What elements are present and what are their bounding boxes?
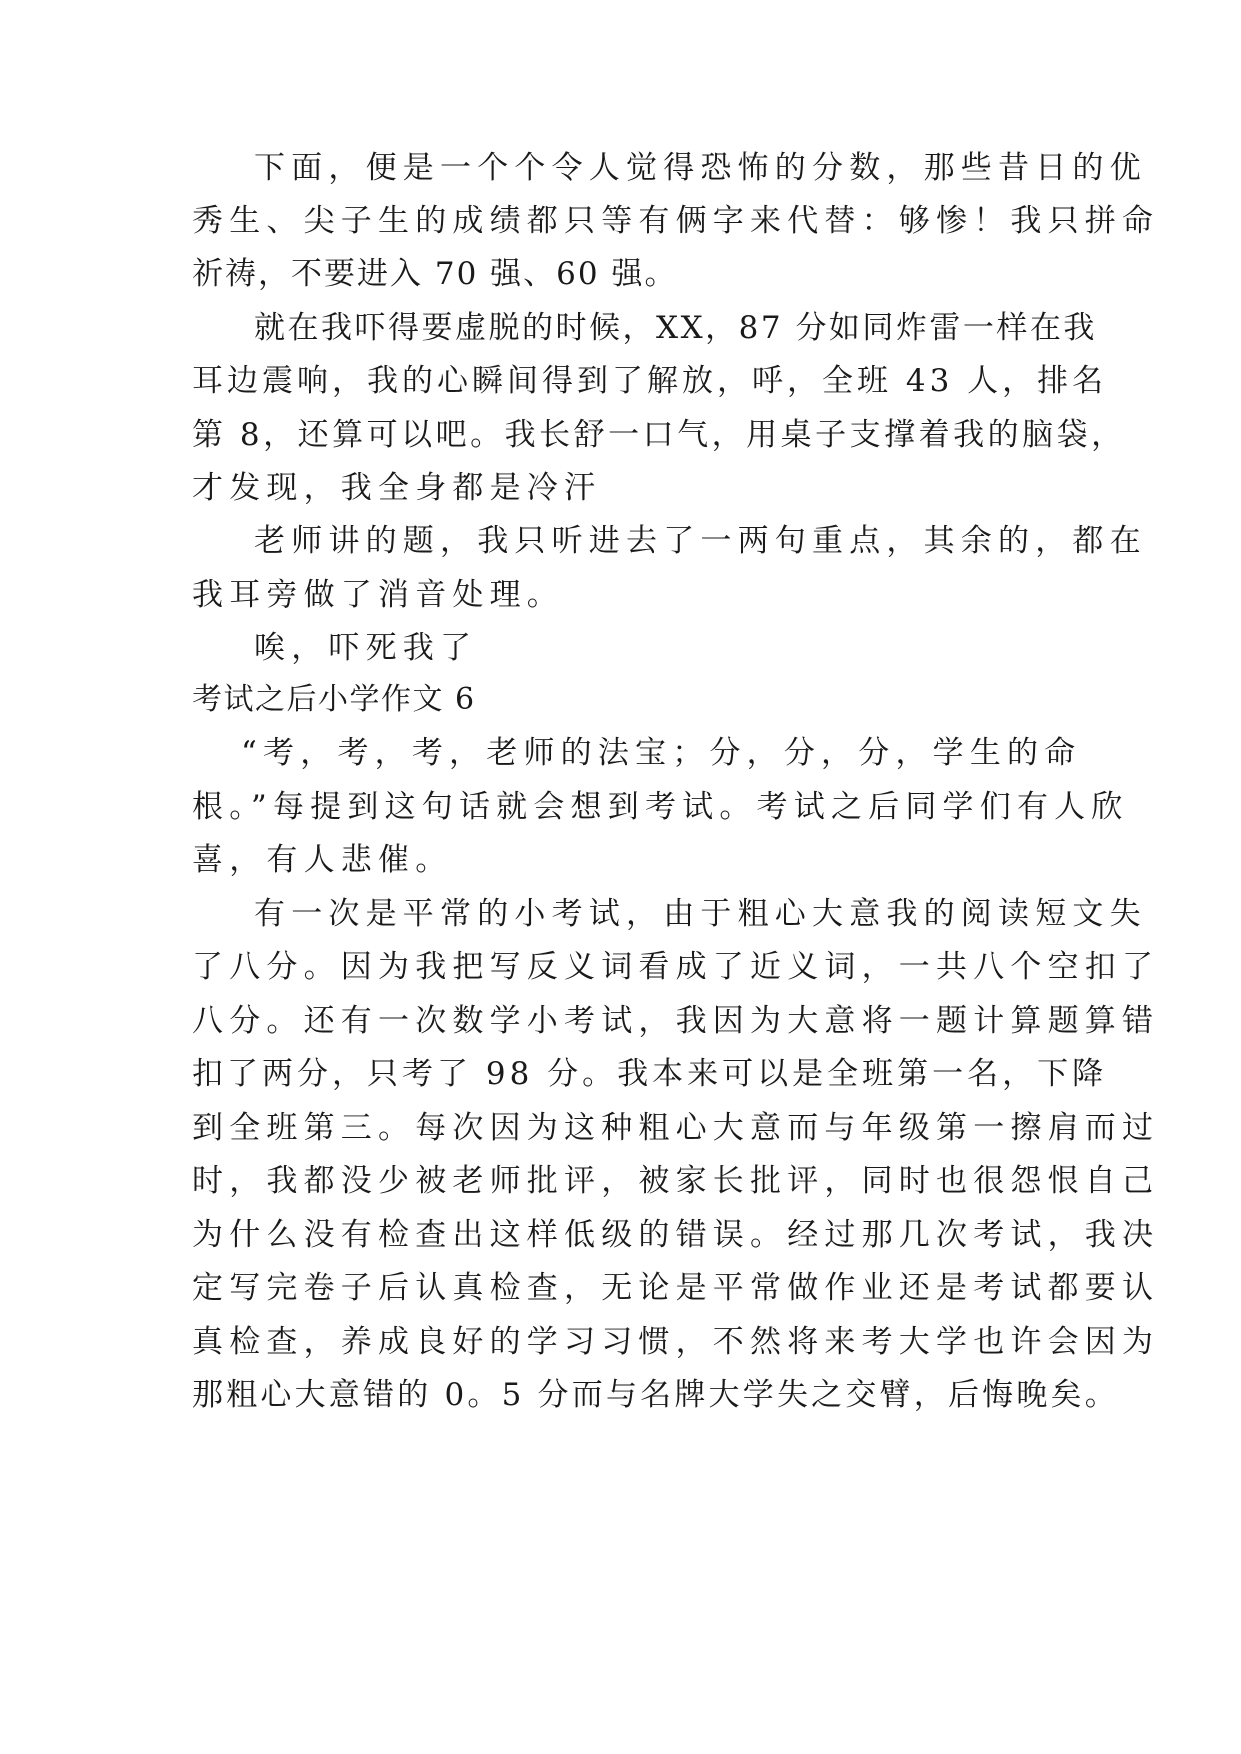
paragraph-line: 那粗心大意错的 0。5 分而与名牌大学失之交臂，后悔晚矣。: [192, 1377, 1119, 1413]
paragraph-line: 为什么没有检查出这样低级的错误。经过那几次考试，我决: [192, 1217, 1160, 1253]
paragraph-line: 扣了两分，只考了 98 分。我本来可以是全班第一名，下降: [192, 1056, 1108, 1092]
paragraph-line: 才发现，我全身都是冷汗: [192, 470, 602, 506]
paragraph-line: 下面，便是一个个令人觉得恐怖的分数，那些昔日的优: [254, 150, 1147, 186]
paragraph-line: 第 8，还算可以吧。我长舒一口气，用桌子支撑着我的脑袋，: [192, 417, 1126, 453]
paragraph-line: 喜，有人悲催。: [192, 842, 453, 878]
paragraph-line: 了八分。因为我把写反义词看成了近义词，一共八个空扣了: [192, 949, 1160, 985]
paragraph-line: 秀生、尖子生的成绩都只等有俩字来代替：够惨！我只拼命: [192, 203, 1160, 239]
paragraph-line: 时，我都没少被老师批评，被家长批评，同时也很怨恨自己: [192, 1163, 1160, 1199]
paragraph-line: 定写完卷子后认真检查，无论是平常做作业还是考试都要认: [192, 1270, 1160, 1306]
section-heading: 考试之后小学作文 6: [192, 682, 476, 717]
paragraph-line: “考，考，考，老师的法宝；分，分，分，学生的命: [241, 735, 1082, 771]
paragraph-line: 老师讲的题，我只听进去了一两句重点，其余的，都在: [254, 523, 1147, 559]
paragraph-line: 唉，吓死我了: [254, 630, 478, 666]
paragraph-line: 耳边震响，我的心瞬间得到了解放，呼，全班 43 人，排名: [192, 363, 1108, 399]
paragraph-line: 就在我吓得要虚脱的时候，XX，87 分如同炸雷一样在我: [254, 310, 1097, 346]
paragraph-line: 我耳旁做了消音处理。: [192, 577, 564, 613]
paragraph-line: 到全班第三。每次因为这种粗心大意而与年级第一擦肩而过: [192, 1110, 1160, 1146]
paragraph-line: 有一次是平常的小考试，由于粗心大意我的阅读短文失: [254, 896, 1147, 932]
paragraph-line: 祈祷，不要进入 70 强、60 强。: [192, 256, 678, 292]
paragraph-line: 根。”每提到这句话就会想到考试。考试之后同学们有人欣: [192, 789, 1129, 825]
paragraph-line: 八分。还有一次数学小考试，我因为大意将一题计算题算错: [192, 1003, 1160, 1039]
paragraph-line: 真检查，养成良好的学习习惯，不然将来考大学也许会因为: [192, 1324, 1160, 1360]
